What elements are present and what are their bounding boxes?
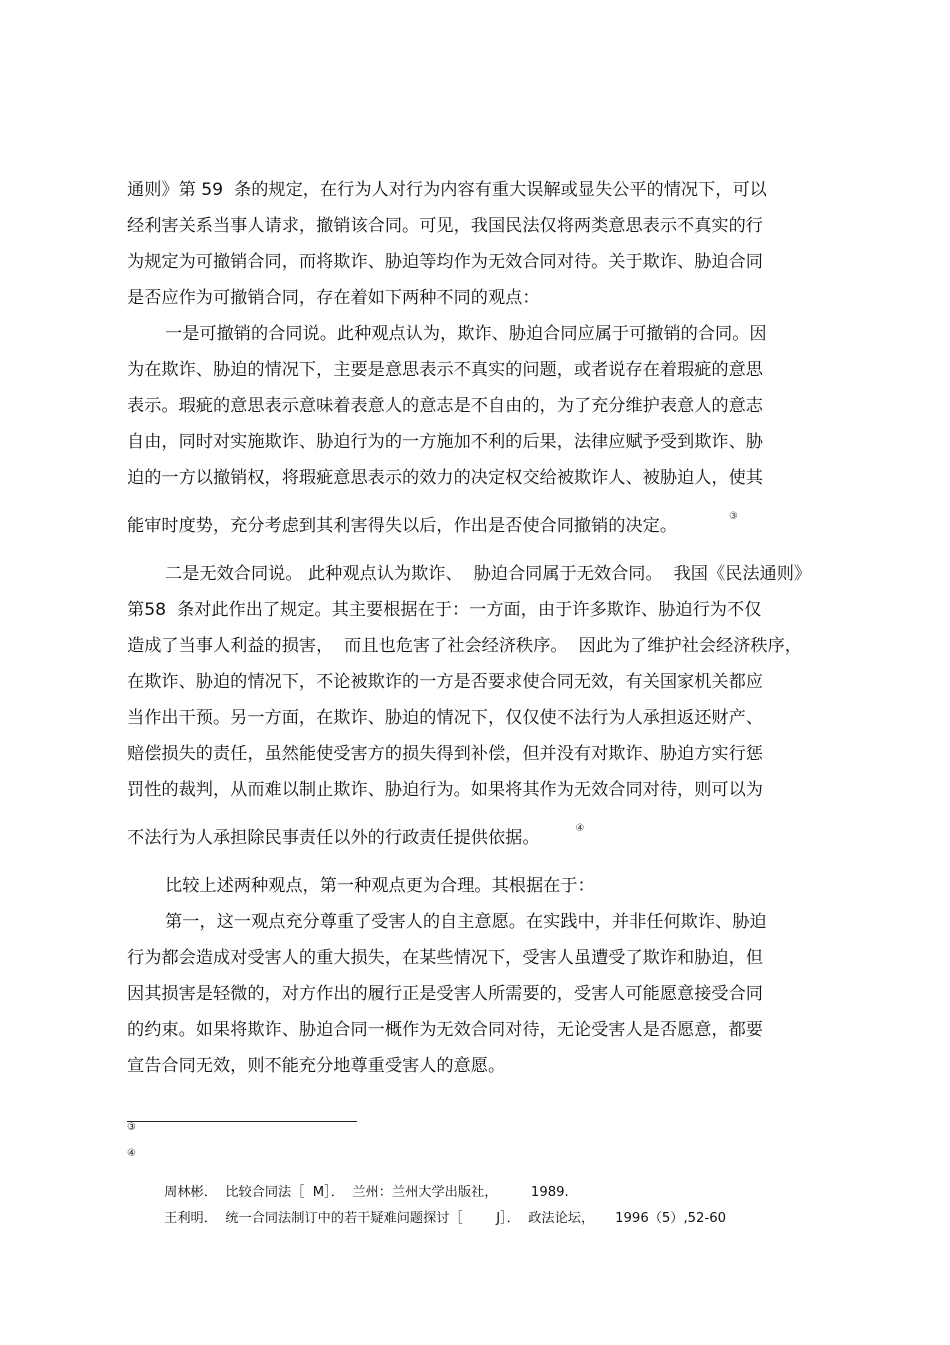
text-line: [127, 820, 827, 856]
text-line: 的约束。如果将欺诈、胁迫合同一概作为无效合同对待，无论受害人是否愿意，都要: [127, 1020, 763, 1040]
text-line: 行为都会造成对受害人的重大损失，在某些情况下，受害人虽遭受了欺诈和胁迫，但: [127, 948, 763, 968]
text-line: 通则》第 59 条的规定，在行为人对行为内容有重大误解或显失公平的情况下，可以: [127, 180, 767, 200]
text-line: 二是无效合同说。 此种观点认为欺诈、 胁迫合同属于无效合同。 我国《民法通则》: [165, 564, 812, 584]
text-line: 赔偿损失的责任，虽然能使受害方的损失得到补偿，但并没有对欺诈、胁迫方实行惩: [127, 744, 763, 764]
footnote-mark: ④: [127, 1148, 136, 1159]
text-line: 罚性的裁判，从而难以制止欺诈、胁迫行为。如果将其作为无效合同对待，则可以为: [127, 780, 763, 800]
footnote-text: 周林彬． 比较合同法［ M］． 兰州：兰州大学出版社， 1989.: [164, 1185, 569, 1200]
footnote-reference[interactable]: ④: [575, 823, 585, 834]
line-text: 不法行为人承担除民事责任以外的行政责任提供依据。: [127, 828, 540, 848]
paragraph: [127, 316, 827, 544]
text-line: 自由，同时对实施欺诈、胁迫行为的一方施加不利的后果，法律应赋予受到欺诈、胁: [127, 432, 763, 452]
footnote-reference[interactable]: ③: [729, 511, 738, 522]
text-line: 为在欺诈、胁迫的情况下，主要是意思表示不真实的问题，或者说存在着瑕疵的意思: [127, 360, 763, 380]
paragraph: [127, 904, 827, 1084]
text-line: 比较上述两种观点，第一种观点更为合理。其根据在于：: [165, 876, 595, 896]
text-line: 宣告合同无效，则不能充分地尊重受害人的意愿。: [127, 1056, 506, 1076]
paragraph: [127, 868, 827, 904]
body-text: [127, 172, 827, 1084]
text-line: 造成了当事人利益的损害， 而且也危害了社会经济秩序。 因此为了维护社会经济秩序，: [127, 636, 802, 656]
paragraph: [127, 172, 827, 316]
text-line: [127, 508, 827, 544]
text-line: 为规定为可撤销合同，而将欺诈、胁迫等均作为无效合同对待。关于欺诈、胁迫合同: [127, 252, 763, 272]
text-line: 是否应作为可撤销合同，存在着如下两种不同的观点：: [127, 288, 540, 308]
footnote-text: 王利明． 统一合同法制订中的若干疑难问题探讨［ J］． 政法论坛， 1996（5）,52-60: [164, 1211, 726, 1226]
footnote-separator: [127, 1121, 357, 1122]
text-line: 当作出干预。另一方面，在欺诈、胁迫的情况下，仅仅使不法行为人承担返还财产、: [127, 708, 763, 728]
text-line: 因其损害是轻微的，对方作出的履行正是受害人所需要的，受害人可能愿意接受合同: [127, 984, 763, 1004]
text-line: 经利害关系当事人请求，撤销该合同。可见，我国民法仅将两类意思表示不真实的行: [127, 216, 763, 236]
footnote-mark: ③: [127, 1122, 136, 1133]
footnote: [127, 1122, 887, 1200]
text-line: 第一，这一观点充分尊重了受害人的自主意愿。在实践中，并非任何欺诈、胁迫: [165, 912, 767, 932]
text-line: 第58 条对此作出了规定。其主要根据在于：一方面，由于许多欺诈、胁迫行为不仅: [127, 600, 762, 620]
footnotes: [127, 1122, 887, 1226]
line-text: 能审时度势，充分考虑到其利害得失以后，作出是否使合同撤销的决定。: [127, 516, 678, 536]
text-line: 在欺诈、胁迫的情况下，不论被欺诈的一方是否要求使合同无效，有关国家机关都应: [127, 672, 763, 692]
text-line: 一是可撤销的合同说。此种观点认为，欺诈、胁迫合同应属于可撤销的合同。因: [165, 324, 767, 344]
text-line: 迫的一方以撤销权，将瑕疵意思表示的效力的决定权交给被欺诈人、被胁迫人，使其: [127, 468, 763, 488]
paragraph: [127, 556, 827, 856]
text-line: 表示。瑕疵的意思表示意味着表意人的意志是不自由的，为了充分维护表意人的意志: [127, 396, 763, 416]
